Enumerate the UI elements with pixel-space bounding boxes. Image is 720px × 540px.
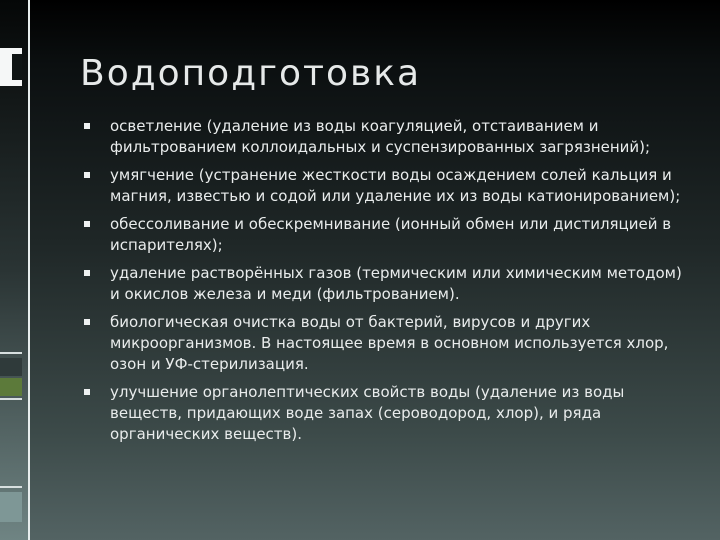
bullet-item [84, 116, 684, 158]
bullet-item [84, 382, 684, 445]
decor-stripe [0, 486, 22, 488]
left-divider-line [28, 0, 30, 540]
bullet-text: умягчение (устранение жесткости воды осаждением солей кальция и магния, известью и содой или удаление их из воды катионированием); [110, 166, 681, 205]
bullet-item [84, 263, 684, 305]
bullet-square-icon [84, 270, 90, 276]
decor-stripe [0, 398, 22, 400]
decor-stripe [0, 352, 22, 354]
bullet-list [84, 116, 684, 452]
bullet-item [84, 312, 684, 375]
slide-title: Водоподготовка [80, 53, 422, 94]
bullet-text: биологическая очистка воды от бактерий, вирусов и других микроорганизмов. В настоящее время в основном используется хлор, озон и УФ-стерилизация. [110, 313, 669, 373]
bullet-square-icon [84, 319, 90, 325]
bullet-square-icon [84, 172, 90, 178]
bullet-text: обессоливание и обескремнивание (ионный обмен или дистиляцией в испарителях); [110, 215, 672, 254]
bullet-square-icon [84, 221, 90, 227]
decor-stripe-green [0, 378, 22, 396]
bullet-text: улучшение органолептических свойств воды (удаление из воды веществ, придающих воде запах (сероводород, хлор), и ряда органических веществ). [110, 383, 625, 443]
decor-stripe [0, 358, 22, 376]
bullet-item [84, 165, 684, 207]
decor-stripe [0, 492, 22, 522]
bullet-square-icon [84, 389, 90, 395]
bullet-item [84, 214, 684, 256]
decor-bracket-block [0, 48, 22, 86]
bullet-text: осветление (удаление из воды коагуляцией, отстаиванием и фильтрованием коллоидальных и суспензированных загрязнений); [110, 117, 651, 156]
bullet-square-icon [84, 123, 90, 129]
bullet-text: удаление растворённых газов (термическим или химическим методом) и окислов железа и меди (фильтрованием). [110, 264, 682, 303]
